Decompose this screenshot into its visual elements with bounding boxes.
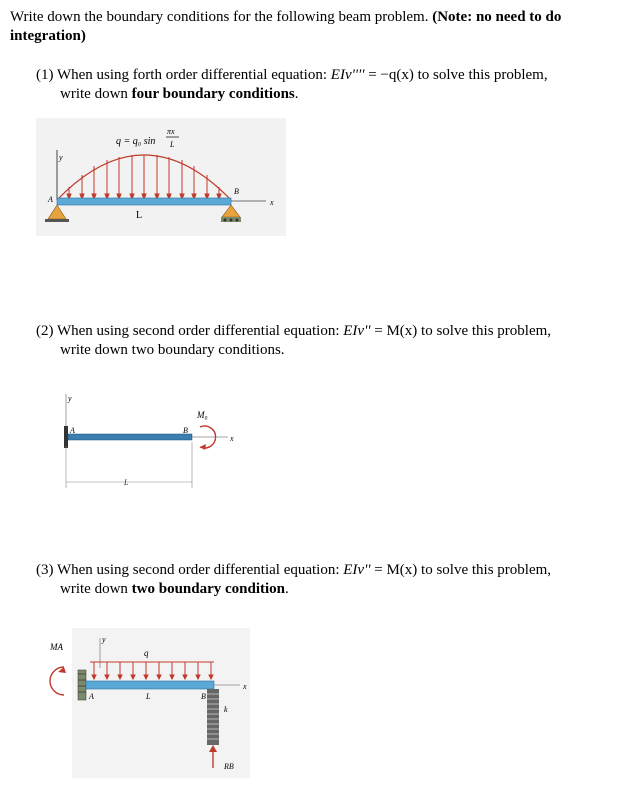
fig1-label-y: y (59, 153, 63, 162)
q1-label: (1) When using forth order differential equation: (36, 67, 331, 83)
q3-period: . (285, 581, 289, 597)
instructions-text: Write down the boundary conditions for the following beam problem. (10, 9, 433, 25)
question-3 (36, 561, 632, 599)
q1-emphasis: four boundary conditions (131, 86, 295, 102)
figure-simply-supported-beam (36, 118, 286, 236)
fig2-label-y: y (68, 394, 72, 403)
q1-period: . (294, 86, 299, 102)
q2-tail: to solve this problem, (417, 323, 552, 339)
q3-line2: write down (60, 581, 132, 597)
q1-line2: write down (60, 86, 132, 102)
q1-equation-rhs: = −q(x) (364, 67, 414, 83)
fig3-label-b: B (201, 692, 206, 701)
fig2-label-m0: M₀ (197, 410, 208, 420)
fig3-label-a: A (89, 692, 94, 701)
q1-equation-lhs: EIv'''' (330, 67, 365, 83)
q1-tail: to solve this problem, (413, 67, 548, 83)
fig2-label-l: L (124, 478, 129, 487)
q2-equation-lhs: EIv'' (343, 323, 371, 339)
q3-tail: to solve this problem, (417, 562, 552, 578)
q2-line2: write down two boundary conditions. (60, 342, 285, 358)
question-2 (36, 322, 632, 360)
q3-equation-rhs: = M(x) (370, 562, 418, 578)
fig3-label-l: L (146, 692, 151, 701)
fig3-label-q: q (144, 648, 149, 658)
fig3-label-ma: MA (50, 642, 63, 652)
fig1-frac-den: L (170, 140, 175, 149)
q3-equation-lhs: EIv'' (343, 562, 371, 578)
instructions-note: (Note: no need to do (432, 9, 562, 25)
fig1-label-a: A (48, 195, 53, 204)
fig2-beam (68, 434, 192, 440)
fig1-frac-num: πx (167, 127, 175, 136)
fig1-load-label: q = q₀ sin (116, 136, 156, 147)
fig1-label-l: L (136, 210, 143, 221)
fig1-beam (57, 198, 231, 205)
q3-emphasis: two boundary condition (131, 581, 286, 597)
q2-label: (2) When using second order differential equation: (36, 323, 344, 339)
q3-label: (3) When using second order differential equation: (36, 562, 344, 578)
figure-cantilever-moment (58, 390, 248, 490)
figure-propped-cantilever-spring (44, 628, 259, 778)
fig3-label-k: k (224, 705, 228, 714)
fig3-label-rb: RB (224, 762, 234, 771)
question-1 (36, 66, 632, 104)
fig2-fixed-wall (64, 426, 68, 448)
instructions-note-cont: integration) (10, 28, 86, 44)
fig3-label-y: y (102, 635, 106, 644)
fig2-label-b: B (183, 426, 188, 435)
fig1-label-b: B (234, 187, 239, 196)
fig3-fixed-support (78, 670, 86, 700)
instructions (10, 8, 632, 46)
q2-equation-rhs: = M(x) (370, 323, 418, 339)
fig3-label-x: x (243, 682, 247, 691)
fig2-label-x: x (230, 434, 234, 443)
fig1-label-x: x (270, 198, 274, 207)
fig3-spring (207, 689, 219, 745)
fig2-label-a: A (70, 426, 75, 435)
fig3-beam (86, 681, 214, 689)
